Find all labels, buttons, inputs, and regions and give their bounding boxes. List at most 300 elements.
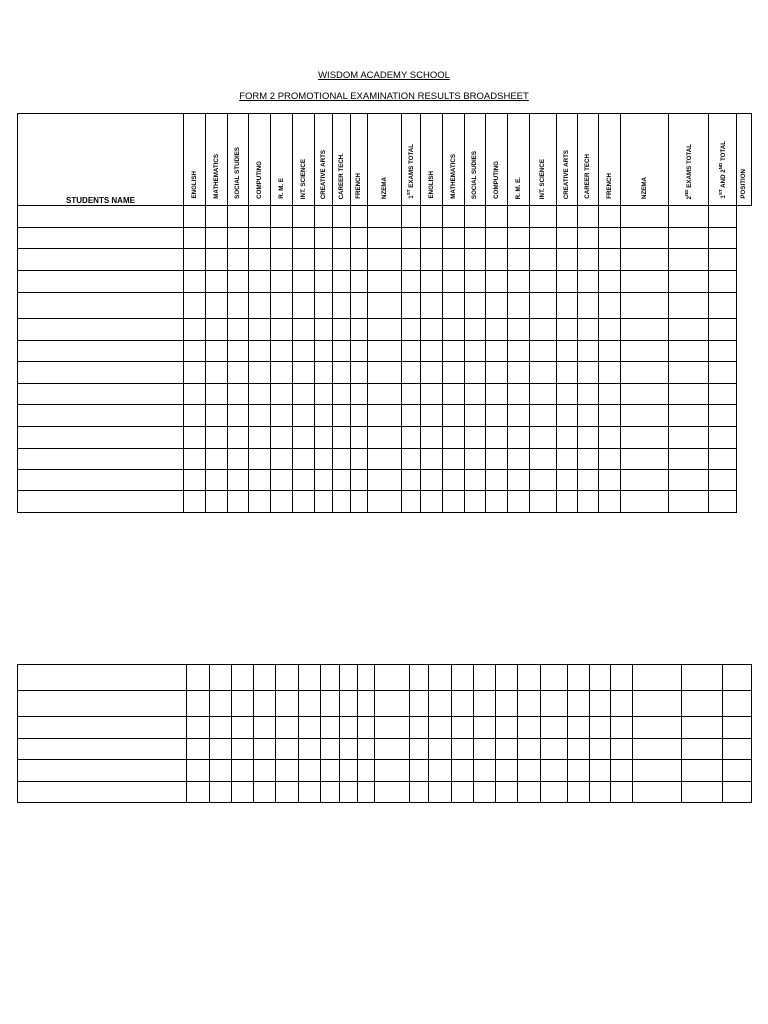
score-cell[interactable] <box>709 491 737 513</box>
student-name-cell[interactable] <box>18 341 184 362</box>
score-cell[interactable] <box>351 449 368 470</box>
score-cell[interactable] <box>293 341 315 362</box>
score-cell[interactable] <box>298 691 320 717</box>
score-cell[interactable] <box>375 782 410 803</box>
score-cell[interactable] <box>351 271 368 293</box>
score-cell[interactable] <box>184 206 206 228</box>
score-cell[interactable] <box>557 405 578 427</box>
score-cell[interactable] <box>443 228 465 249</box>
student-name-cell[interactable] <box>18 206 184 228</box>
score-cell[interactable] <box>578 449 599 470</box>
student-name-cell[interactable] <box>18 691 187 717</box>
score-cell[interactable] <box>249 249 271 271</box>
score-cell[interactable] <box>321 717 339 739</box>
score-cell[interactable] <box>540 760 568 782</box>
score-cell[interactable] <box>465 384 486 405</box>
score-cell[interactable] <box>443 362 465 384</box>
score-cell[interactable] <box>465 271 486 293</box>
score-cell[interactable] <box>465 249 486 271</box>
score-cell[interactable] <box>530 405 557 427</box>
score-cell[interactable] <box>209 691 231 717</box>
score-cell[interactable] <box>232 782 253 803</box>
score-cell[interactable] <box>409 760 428 782</box>
score-cell[interactable] <box>321 782 339 803</box>
score-cell[interactable] <box>293 405 315 427</box>
score-cell[interactable] <box>253 760 275 782</box>
score-cell[interactable] <box>249 449 271 470</box>
score-cell[interactable] <box>508 427 530 449</box>
score-cell[interactable] <box>429 717 451 739</box>
score-cell[interactable] <box>357 665 374 691</box>
score-cell[interactable] <box>253 739 275 760</box>
score-cell[interactable] <box>368 206 402 228</box>
score-cell[interactable] <box>228 206 249 228</box>
score-cell[interactable] <box>443 405 465 427</box>
score-cell[interactable] <box>429 760 451 782</box>
score-cell[interactable] <box>333 271 351 293</box>
score-cell[interactable] <box>568 760 589 782</box>
score-cell[interactable] <box>568 665 589 691</box>
score-cell[interactable] <box>184 362 206 384</box>
score-cell[interactable] <box>709 341 737 362</box>
score-cell[interactable] <box>228 271 249 293</box>
score-cell[interactable] <box>557 341 578 362</box>
student-name-cell[interactable] <box>18 293 184 319</box>
score-cell[interactable] <box>578 341 599 362</box>
score-cell[interactable] <box>723 782 752 803</box>
score-cell[interactable] <box>206 249 228 271</box>
score-cell[interactable] <box>184 470 206 491</box>
score-cell[interactable] <box>228 405 249 427</box>
score-cell[interactable] <box>530 449 557 470</box>
score-cell[interactable] <box>530 384 557 405</box>
score-cell[interactable] <box>228 362 249 384</box>
score-cell[interactable] <box>599 341 621 362</box>
score-cell[interactable] <box>184 427 206 449</box>
score-cell[interactable] <box>599 249 621 271</box>
score-cell[interactable] <box>276 760 298 782</box>
score-cell[interactable] <box>669 228 709 249</box>
score-cell[interactable] <box>557 249 578 271</box>
score-cell[interactable] <box>578 293 599 319</box>
score-cell[interactable] <box>357 717 374 739</box>
score-cell[interactable] <box>351 228 368 249</box>
score-cell[interactable] <box>184 319 206 341</box>
score-cell[interactable] <box>184 405 206 427</box>
score-cell[interactable] <box>599 384 621 405</box>
score-cell[interactable] <box>184 491 206 513</box>
score-cell[interactable] <box>443 319 465 341</box>
score-cell[interactable] <box>568 739 589 760</box>
score-cell[interactable] <box>568 782 589 803</box>
score-cell[interactable] <box>578 405 599 427</box>
score-cell[interactable] <box>669 249 709 271</box>
score-cell[interactable] <box>409 739 428 760</box>
score-cell[interactable] <box>633 691 682 717</box>
score-cell[interactable] <box>530 206 557 228</box>
score-cell[interactable] <box>495 739 517 760</box>
score-cell[interactable] <box>474 665 495 691</box>
score-cell[interactable] <box>402 362 421 384</box>
student-name-cell[interactable] <box>18 249 184 271</box>
score-cell[interactable] <box>271 249 293 271</box>
score-cell[interactable] <box>249 206 271 228</box>
score-cell[interactable] <box>293 362 315 384</box>
score-cell[interactable] <box>228 449 249 470</box>
score-cell[interactable] <box>351 384 368 405</box>
score-cell[interactable] <box>368 249 402 271</box>
score-cell[interactable] <box>184 293 206 319</box>
score-cell[interactable] <box>206 206 228 228</box>
score-cell[interactable] <box>421 293 443 319</box>
score-cell[interactable] <box>293 384 315 405</box>
score-cell[interactable] <box>206 491 228 513</box>
score-cell[interactable] <box>315 470 333 491</box>
score-cell[interactable] <box>495 782 517 803</box>
score-cell[interactable] <box>530 271 557 293</box>
score-cell[interactable] <box>333 228 351 249</box>
score-cell[interactable] <box>518 691 540 717</box>
score-cell[interactable] <box>206 228 228 249</box>
score-cell[interactable] <box>357 782 374 803</box>
score-cell[interactable] <box>451 665 473 691</box>
score-cell[interactable] <box>633 665 682 691</box>
score-cell[interactable] <box>333 362 351 384</box>
score-cell[interactable] <box>249 271 271 293</box>
score-cell[interactable] <box>421 491 443 513</box>
score-cell[interactable] <box>451 739 473 760</box>
score-cell[interactable] <box>557 384 578 405</box>
score-cell[interactable] <box>621 449 669 470</box>
score-cell[interactable] <box>599 319 621 341</box>
score-cell[interactable] <box>682 691 723 717</box>
score-cell[interactable] <box>357 691 374 717</box>
score-cell[interactable] <box>276 691 298 717</box>
student-name-cell[interactable] <box>18 665 187 691</box>
score-cell[interactable] <box>621 384 669 405</box>
score-cell[interactable] <box>486 341 508 362</box>
score-cell[interactable] <box>351 319 368 341</box>
score-cell[interactable] <box>315 449 333 470</box>
score-cell[interactable] <box>443 491 465 513</box>
score-cell[interactable] <box>495 760 517 782</box>
score-cell[interactable] <box>357 760 374 782</box>
student-name-cell[interactable] <box>18 760 187 782</box>
score-cell[interactable] <box>518 665 540 691</box>
score-cell[interactable] <box>339 665 357 691</box>
score-cell[interactable] <box>271 405 293 427</box>
score-cell[interactable] <box>228 293 249 319</box>
score-cell[interactable] <box>621 341 669 362</box>
score-cell[interactable] <box>578 206 599 228</box>
score-cell[interactable] <box>589 691 610 717</box>
score-cell[interactable] <box>228 470 249 491</box>
score-cell[interactable] <box>540 739 568 760</box>
score-cell[interactable] <box>486 228 508 249</box>
score-cell[interactable] <box>402 319 421 341</box>
score-cell[interactable] <box>276 717 298 739</box>
score-cell[interactable] <box>465 449 486 470</box>
score-cell[interactable] <box>421 319 443 341</box>
score-cell[interactable] <box>333 427 351 449</box>
score-cell[interactable] <box>465 427 486 449</box>
score-cell[interactable] <box>321 691 339 717</box>
score-cell[interactable] <box>621 206 669 228</box>
score-cell[interactable] <box>540 782 568 803</box>
score-cell[interactable] <box>271 228 293 249</box>
score-cell[interactable] <box>402 470 421 491</box>
score-cell[interactable] <box>333 384 351 405</box>
score-cell[interactable] <box>465 405 486 427</box>
score-cell[interactable] <box>315 384 333 405</box>
score-cell[interactable] <box>375 665 410 691</box>
score-cell[interactable] <box>530 341 557 362</box>
score-cell[interactable] <box>184 249 206 271</box>
score-cell[interactable] <box>206 427 228 449</box>
score-cell[interactable] <box>421 449 443 470</box>
score-cell[interactable] <box>465 341 486 362</box>
score-cell[interactable] <box>249 341 271 362</box>
score-cell[interactable] <box>333 319 351 341</box>
score-cell[interactable] <box>368 470 402 491</box>
score-cell[interactable] <box>206 271 228 293</box>
score-cell[interactable] <box>599 206 621 228</box>
score-cell[interactable] <box>293 228 315 249</box>
score-cell[interactable] <box>709 362 737 384</box>
score-cell[interactable] <box>271 470 293 491</box>
score-cell[interactable] <box>402 427 421 449</box>
score-cell[interactable] <box>187 782 209 803</box>
score-cell[interactable] <box>276 782 298 803</box>
score-cell[interactable] <box>443 384 465 405</box>
score-cell[interactable] <box>184 271 206 293</box>
score-cell[interactable] <box>333 293 351 319</box>
score-cell[interactable] <box>508 449 530 470</box>
score-cell[interactable] <box>368 362 402 384</box>
score-cell[interactable] <box>669 491 709 513</box>
score-cell[interactable] <box>276 665 298 691</box>
score-cell[interactable] <box>184 341 206 362</box>
score-cell[interactable] <box>486 206 508 228</box>
score-cell[interactable] <box>486 271 508 293</box>
score-cell[interactable] <box>228 341 249 362</box>
score-cell[interactable] <box>486 362 508 384</box>
score-cell[interactable] <box>599 449 621 470</box>
score-cell[interactable] <box>249 319 271 341</box>
score-cell[interactable] <box>682 665 723 691</box>
score-cell[interactable] <box>578 362 599 384</box>
score-cell[interactable] <box>293 427 315 449</box>
score-cell[interactable] <box>249 362 271 384</box>
score-cell[interactable] <box>375 717 410 739</box>
score-cell[interactable] <box>669 405 709 427</box>
score-cell[interactable] <box>508 271 530 293</box>
score-cell[interactable] <box>315 362 333 384</box>
score-cell[interactable] <box>409 665 428 691</box>
score-cell[interactable] <box>228 427 249 449</box>
score-cell[interactable] <box>187 739 209 760</box>
score-cell[interactable] <box>249 293 271 319</box>
score-cell[interactable] <box>709 427 737 449</box>
score-cell[interactable] <box>530 319 557 341</box>
score-cell[interactable] <box>402 249 421 271</box>
score-cell[interactable] <box>206 319 228 341</box>
score-cell[interactable] <box>333 449 351 470</box>
score-cell[interactable] <box>530 427 557 449</box>
score-cell[interactable] <box>589 739 610 760</box>
score-cell[interactable] <box>621 362 669 384</box>
score-cell[interactable] <box>293 271 315 293</box>
score-cell[interactable] <box>465 319 486 341</box>
score-cell[interactable] <box>409 782 428 803</box>
score-cell[interactable] <box>339 691 357 717</box>
score-cell[interactable] <box>621 228 669 249</box>
score-cell[interactable] <box>486 470 508 491</box>
score-cell[interactable] <box>518 739 540 760</box>
score-cell[interactable] <box>184 228 206 249</box>
score-cell[interactable] <box>508 362 530 384</box>
score-cell[interactable] <box>669 293 709 319</box>
student-name-cell[interactable] <box>18 782 187 803</box>
score-cell[interactable] <box>209 760 231 782</box>
score-cell[interactable] <box>315 271 333 293</box>
score-cell[interactable] <box>599 491 621 513</box>
score-cell[interactable] <box>682 739 723 760</box>
score-cell[interactable] <box>271 319 293 341</box>
score-cell[interactable] <box>621 293 669 319</box>
score-cell[interactable] <box>421 362 443 384</box>
score-cell[interactable] <box>443 249 465 271</box>
score-cell[interactable] <box>333 249 351 271</box>
score-cell[interactable] <box>402 384 421 405</box>
score-cell[interactable] <box>421 271 443 293</box>
score-cell[interactable] <box>578 491 599 513</box>
score-cell[interactable] <box>508 384 530 405</box>
score-cell[interactable] <box>723 739 752 760</box>
score-cell[interactable] <box>187 717 209 739</box>
score-cell[interactable] <box>206 293 228 319</box>
score-cell[interactable] <box>578 319 599 341</box>
score-cell[interactable] <box>557 491 578 513</box>
score-cell[interactable] <box>557 228 578 249</box>
score-cell[interactable] <box>508 293 530 319</box>
score-cell[interactable] <box>429 691 451 717</box>
score-cell[interactable] <box>187 665 209 691</box>
score-cell[interactable] <box>508 249 530 271</box>
score-cell[interactable] <box>429 665 451 691</box>
score-cell[interactable] <box>249 228 271 249</box>
score-cell[interactable] <box>578 249 599 271</box>
score-cell[interactable] <box>486 384 508 405</box>
score-cell[interactable] <box>187 760 209 782</box>
score-cell[interactable] <box>682 760 723 782</box>
score-cell[interactable] <box>351 249 368 271</box>
score-cell[interactable] <box>723 691 752 717</box>
student-name-cell[interactable] <box>18 470 184 491</box>
score-cell[interactable] <box>530 249 557 271</box>
score-cell[interactable] <box>421 427 443 449</box>
score-cell[interactable] <box>621 405 669 427</box>
score-cell[interactable] <box>589 760 610 782</box>
score-cell[interactable] <box>209 739 231 760</box>
score-cell[interactable] <box>530 491 557 513</box>
score-cell[interactable] <box>518 717 540 739</box>
score-cell[interactable] <box>621 491 669 513</box>
score-cell[interactable] <box>271 206 293 228</box>
score-cell[interactable] <box>253 691 275 717</box>
score-cell[interactable] <box>333 206 351 228</box>
score-cell[interactable] <box>333 470 351 491</box>
score-cell[interactable] <box>669 427 709 449</box>
score-cell[interactable] <box>368 228 402 249</box>
score-cell[interactable] <box>339 782 357 803</box>
score-cell[interactable] <box>206 405 228 427</box>
score-cell[interactable] <box>298 665 320 691</box>
score-cell[interactable] <box>443 341 465 362</box>
score-cell[interactable] <box>402 449 421 470</box>
score-cell[interactable] <box>530 293 557 319</box>
score-cell[interactable] <box>228 384 249 405</box>
score-cell[interactable] <box>611 691 633 717</box>
score-cell[interactable] <box>578 427 599 449</box>
score-cell[interactable] <box>599 427 621 449</box>
score-cell[interactable] <box>557 271 578 293</box>
score-cell[interactable] <box>206 341 228 362</box>
score-cell[interactable] <box>709 384 737 405</box>
score-cell[interactable] <box>443 449 465 470</box>
score-cell[interactable] <box>421 249 443 271</box>
score-cell[interactable] <box>228 228 249 249</box>
score-cell[interactable] <box>709 449 737 470</box>
score-cell[interactable] <box>451 760 473 782</box>
score-cell[interactable] <box>465 228 486 249</box>
score-cell[interactable] <box>368 427 402 449</box>
score-cell[interactable] <box>508 491 530 513</box>
score-cell[interactable] <box>357 739 374 760</box>
score-cell[interactable] <box>271 384 293 405</box>
score-cell[interactable] <box>578 470 599 491</box>
score-cell[interactable] <box>321 739 339 760</box>
student-name-cell[interactable] <box>18 427 184 449</box>
score-cell[interactable] <box>298 739 320 760</box>
score-cell[interactable] <box>271 427 293 449</box>
score-cell[interactable] <box>530 228 557 249</box>
score-cell[interactable] <box>709 271 737 293</box>
score-cell[interactable] <box>633 739 682 760</box>
score-cell[interactable] <box>339 739 357 760</box>
score-cell[interactable] <box>232 739 253 760</box>
score-cell[interactable] <box>209 782 231 803</box>
student-name-cell[interactable] <box>18 271 184 293</box>
score-cell[interactable] <box>474 782 495 803</box>
score-cell[interactable] <box>540 665 568 691</box>
score-cell[interactable] <box>421 405 443 427</box>
score-cell[interactable] <box>474 739 495 760</box>
score-cell[interactable] <box>611 782 633 803</box>
score-cell[interactable] <box>293 319 315 341</box>
score-cell[interactable] <box>568 717 589 739</box>
score-cell[interactable] <box>209 665 231 691</box>
score-cell[interactable] <box>723 665 752 691</box>
student-name-cell[interactable] <box>18 319 184 341</box>
score-cell[interactable] <box>578 228 599 249</box>
score-cell[interactable] <box>486 427 508 449</box>
score-cell[interactable] <box>351 362 368 384</box>
score-cell[interactable] <box>206 470 228 491</box>
score-cell[interactable] <box>508 206 530 228</box>
score-cell[interactable] <box>669 362 709 384</box>
score-cell[interactable] <box>451 782 473 803</box>
